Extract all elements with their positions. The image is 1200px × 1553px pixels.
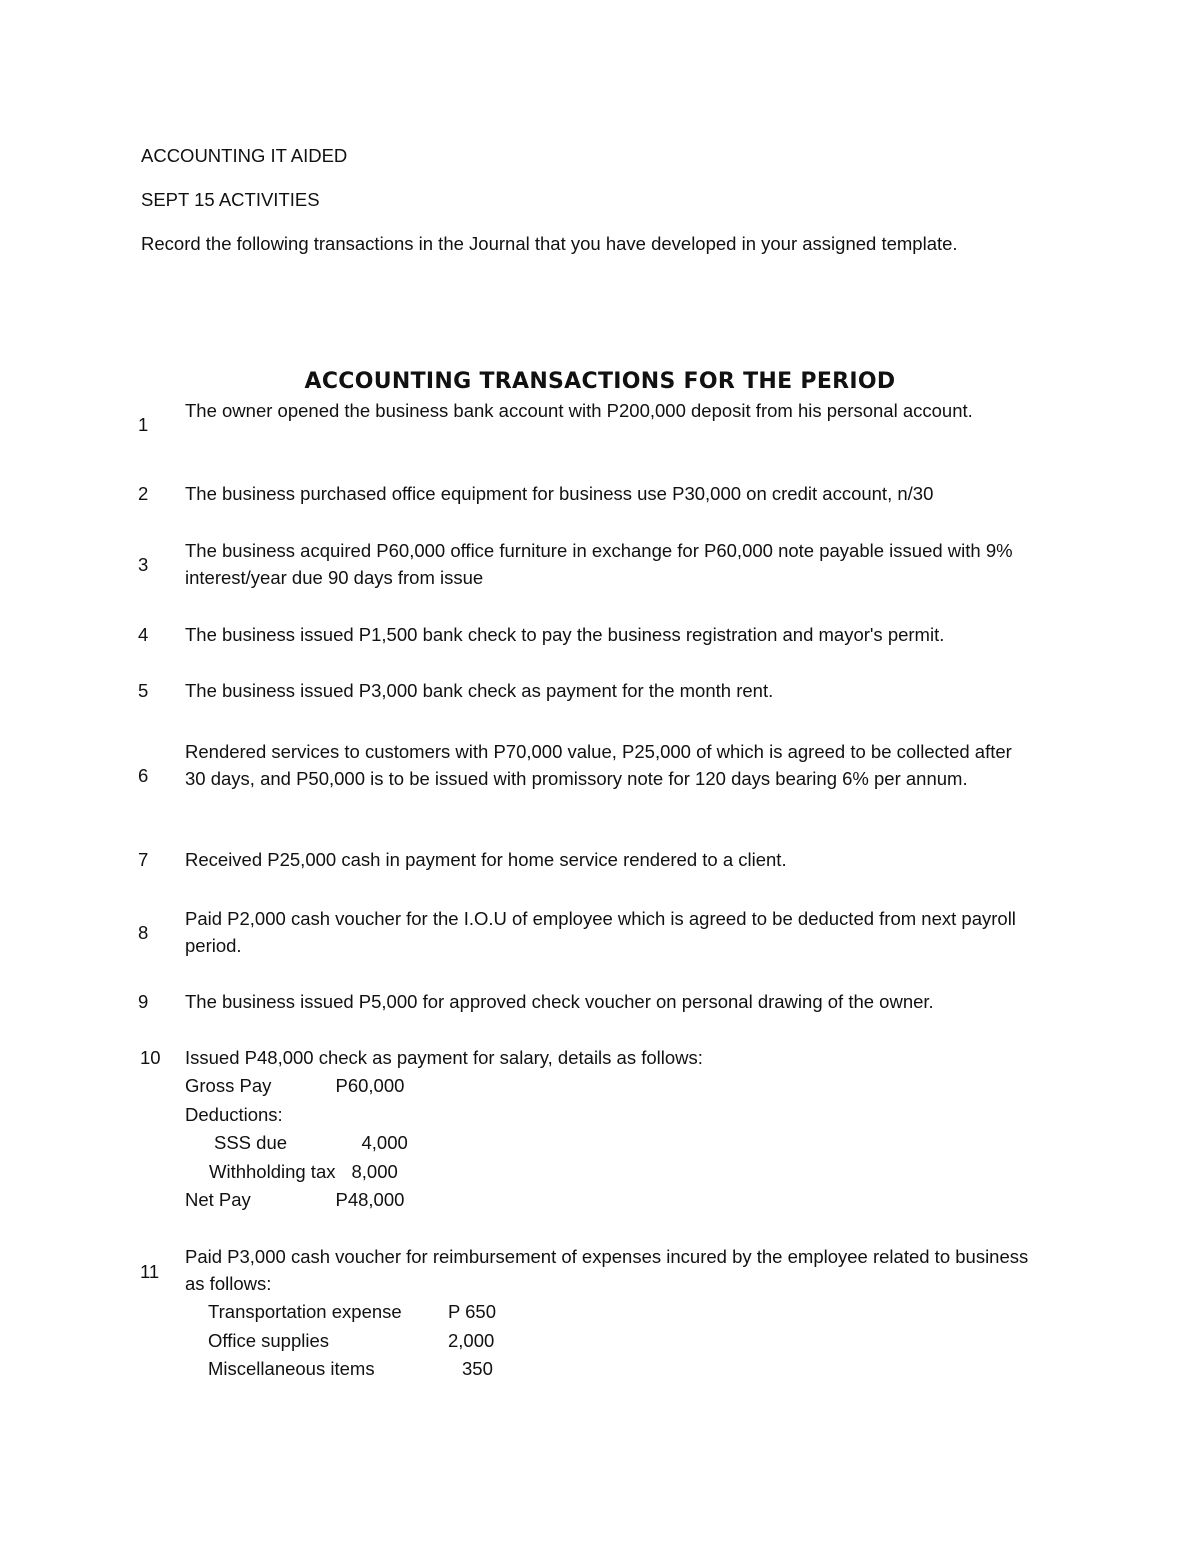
net-pay-label: Net Pay [185, 1189, 251, 1210]
transaction-text: The owner opened the business bank account with P200,000 deposit from his personal account. [185, 400, 973, 421]
transaction-number: 7 [138, 849, 149, 870]
section-title: ACCOUNTING TRANSACTIONS FOR THE PERIOD [304, 369, 896, 394]
withholding-tax-value: 8,000 [351, 1160, 398, 1182]
net-pay-value: P48,000 [335, 1189, 405, 1210]
transportation-value: P 650 [448, 1301, 497, 1322]
transaction-number: 2 [138, 483, 149, 504]
office-supplies-row [208, 1327, 496, 1356]
transaction-text: Issued P48,000 check as payment for salary, details as follows: [185, 1047, 703, 1068]
transaction-text: The business issued P1,500 bank check to pay the business registration and mayor's permit. [185, 624, 945, 645]
course-title: ACCOUNTING IT AIDED [141, 145, 348, 166]
transaction-text: Received P25,000 cash in payment for home service rendered to a client. [185, 849, 787, 870]
transaction-number: 5 [138, 680, 149, 701]
deductions-label: Deductions: [185, 1103, 283, 1125]
transaction-text: Rendered services to customers with P70,000 value, P25,000 of which is agreed to be collected after 30 days, and P50,000 is to be issued with promissory note for 120 days bearing 6% per annum. [185, 741, 1012, 789]
sss-value: 4,000 [361, 1132, 408, 1153]
office-supplies-label: Office supplies [208, 1329, 329, 1351]
transaction-text: The business issued P5,000 for approved check voucher on personal drawing of the owner. [185, 991, 934, 1012]
transaction-text: The business issued P3,000 bank check as payment for the month rent. [185, 680, 774, 701]
transaction-number: 1 [138, 414, 149, 435]
transaction-number: 11 [140, 1261, 160, 1282]
transaction-text: Paid P3,000 cash voucher for reimbursement of expenses incured by the employee related to business as follows: [185, 1246, 1029, 1294]
activity-date: SEPT 15 ACTIVITIES [141, 189, 320, 210]
transaction-number: 4 [138, 624, 149, 645]
transaction-text: Paid P2,000 cash voucher for the I.O.U of employee which is agreed to be deducted from next payroll period. [185, 908, 1016, 956]
transportation-row [208, 1298, 496, 1327]
transaction-number: 9 [138, 991, 149, 1012]
sss-label: SSS due [214, 1132, 288, 1153]
sss-row [185, 1129, 408, 1158]
miscellaneous-label: Miscellaneous items [208, 1358, 375, 1379]
gross-pay-value: P60,000 [335, 1075, 405, 1096]
gross-pay-label: Gross Pay [185, 1075, 272, 1096]
transaction-number: 6 [138, 765, 149, 786]
withholding-tax-row [185, 1158, 408, 1187]
net-pay-row [185, 1186, 408, 1215]
transaction-number: 8 [138, 922, 149, 943]
salary-breakdown-table [185, 1072, 408, 1215]
transaction-text: The business purchased office equipment for business use P30,000 on credit account, n/30 [185, 483, 934, 504]
transaction-text: The business acquired P60,000 office furniture in exchange for P60,000 note payable issued with 9% interest/year due 90 days from issue [185, 540, 1013, 588]
transaction-number: 10 [140, 1047, 161, 1068]
miscellaneous-row [208, 1355, 496, 1384]
instruction-text: Record the following transactions in the Journal that you have developed in your assigned template. [141, 233, 958, 254]
withholding-tax-label: Withholding tax [209, 1160, 336, 1182]
expense-breakdown-table [208, 1298, 496, 1384]
office-supplies-value: 2,000 [448, 1329, 495, 1351]
transaction-number: 3 [138, 554, 149, 575]
deductions-row [185, 1101, 408, 1130]
transportation-label: Transportation expense [208, 1301, 402, 1322]
gross-pay-row [185, 1072, 408, 1101]
miscellaneous-value: 350 [462, 1358, 493, 1379]
